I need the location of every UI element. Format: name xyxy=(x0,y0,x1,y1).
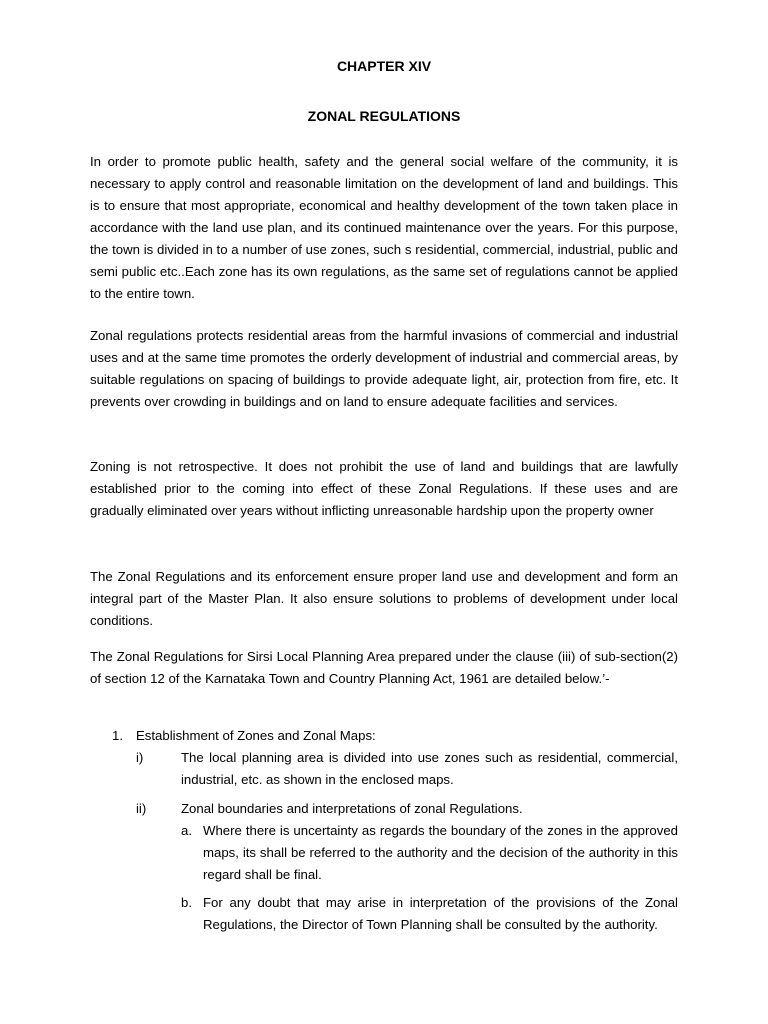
section-title: ZONAL REGULATIONS xyxy=(307,108,461,124)
chapter-heading: CHAPTER XIV xyxy=(336,58,432,74)
list-number-1: 1. xyxy=(112,728,123,743)
list-item-use-zones: The local planning area is divided into use zones such as residential, commercial, industrial, etc. as shown in the enclosed maps. xyxy=(181,750,678,787)
list-marker-a: a. xyxy=(181,823,192,838)
paragraph-sirsi: The Zonal Regulations for Sirsi Local Planning Area prepared under the clause (iii) of sub-section(2) of section 12 of the Karnataka Town and Country Planning Act, 1961 are detailed below.’- xyxy=(90,649,678,686)
paragraph-protection: Zonal regulations protects residential areas from the harmful invasions of commercial and industrial uses and at the same time promotes the orderly development of industrial and commercial areas, by suitable regulations on spacing of buildings to provide adequate light, air, protection from fire, etc. It prevents over crowding in buildings and on land to ensure adequate facilities and services. xyxy=(90,328,678,409)
list-marker-ii: ii) xyxy=(136,801,147,816)
paragraph-intro: In order to promote public health, safety and the general social welfare of the community, it is necessary to apply control and reasonable limitation on the development of land and buildings. This is to ensure that most appropriate, economical and healthy development of the town taken place in accordance with the land use plan, and its continued maintenance over the years. For this purpose, the town is divided in to a number of use zones, such s residential, commercial, industrial, public and semi public etc..Each zone has its own regulations, as the same set of regulations cannot be applied to the entire town. xyxy=(90,154,678,301)
paragraph-retrospective: Zoning is not retrospective. It does not prohibit the use of land and buildings that are lawfully established prior to the coming into effect of these Zonal Regulations. If these uses and are gradually eliminated over years without inflicting unreasonable hardship upon the property owner xyxy=(90,459,678,518)
list-marker-b: b. xyxy=(181,895,192,910)
paragraph-enforcement: The Zonal Regulations and its enforcement ensure proper land use and development and form an integral part of the Master Plan. It also ensure solutions to problems of development under local conditions. xyxy=(90,569,678,628)
list-item-boundary-uncertainty: Where there is uncertainty as regards the boundary of the zones in the approved maps, its shall be referred to the authority and the decision of the authority in this regard shall be final. xyxy=(203,823,678,882)
list-item-zonal-boundaries: Zonal boundaries and interpretations of zonal Regulations. xyxy=(181,801,523,816)
list-item-zones-maps: Establishment of Zones and Zonal Maps: xyxy=(136,728,376,743)
list-marker-i: i) xyxy=(136,750,144,765)
list-item-interpretation-doubt: For any doubt that may arise in interpretation of the provisions of the Zonal Regulations, the Director of Town Planning shall be consulted by the authority. xyxy=(203,895,678,932)
